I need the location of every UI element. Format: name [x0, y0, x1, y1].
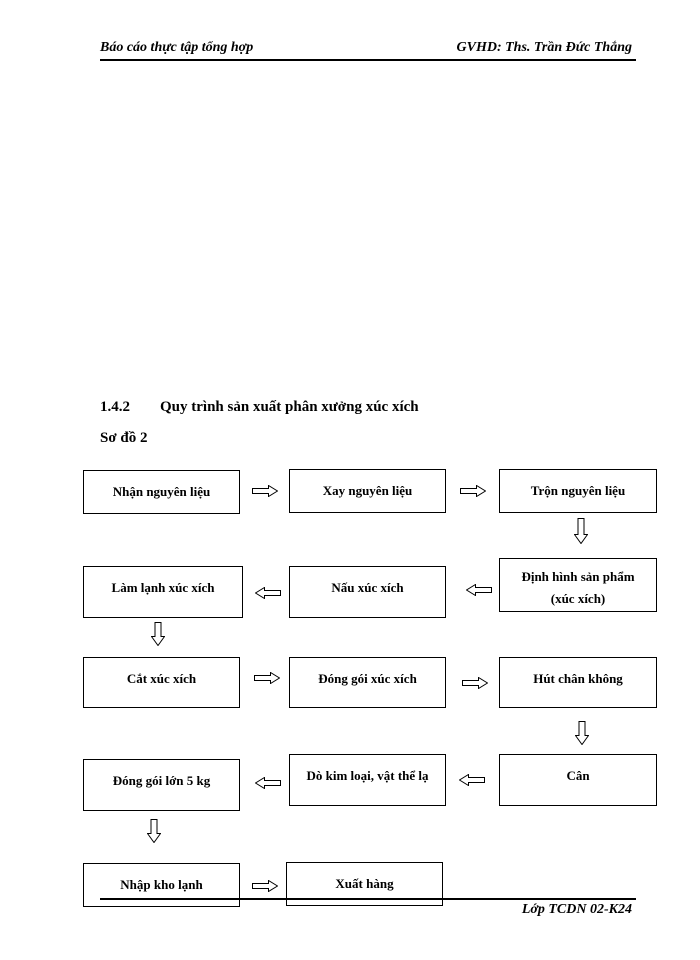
arrow-left-icon: [466, 584, 492, 596]
arrow-down-icon: [147, 819, 161, 843]
header-rule: [100, 59, 636, 61]
section-number: 1.4.2: [100, 399, 130, 415]
flow-step-weigh: Cân: [499, 754, 657, 806]
arrow-right-icon: [462, 677, 488, 689]
arrow-right-icon: [254, 672, 280, 684]
arrow-right-icon: [252, 880, 278, 892]
footer-class: Lớp TCDN 02-K24: [521, 902, 632, 917]
flow-step-metal-detection: Dò kim loại, vật thể lạ: [289, 754, 446, 806]
arrow-down-icon: [151, 622, 165, 646]
arrow-right-icon: [460, 485, 486, 497]
flow-step-vacuum-seal: Hút chân không: [499, 657, 657, 708]
arrow-right-icon: [252, 485, 278, 497]
flow-step-package-sausage: Đóng gói xúc xích: [289, 657, 446, 708]
flow-step-grind-materials: Xay nguyên liệu: [289, 469, 446, 513]
flow-step-cold-storage: Nhập kho lạnh: [83, 863, 240, 907]
footer-rule: [100, 898, 636, 900]
arrow-left-icon: [255, 587, 281, 599]
header-advisor: GVHD: Ths. Trần Đức Thắng: [456, 40, 632, 55]
header-title: Báo cáo thực tập tổng hợp: [100, 40, 254, 55]
flow-step-cut-sausage: Cắt xúc xích: [83, 657, 240, 708]
flow-step-shape-product: Định hình sản phẩm (xúc xích): [499, 558, 657, 612]
arrow-left-icon: [255, 777, 281, 789]
flow-step-dispatch: Xuất hàng: [286, 862, 443, 906]
arrow-down-icon: [574, 518, 588, 544]
flow-step-chill-sausage: Làm lạnh xúc xích: [83, 566, 243, 618]
arrow-left-icon: [459, 774, 485, 786]
section-heading: [100, 399, 419, 416]
section-title: Quy trình sản xuất phân xưởng xúc xích: [160, 399, 419, 415]
flow-step-receive-materials: Nhận nguyên liệu: [83, 470, 240, 514]
flow-step-mix-materials: Trộn nguyên liệu: [499, 469, 657, 513]
arrow-down-icon: [575, 721, 589, 745]
flow-step-cook-sausage: Nấu xúc xích: [289, 566, 446, 618]
flow-step-bulk-package: Đóng gói lớn 5 kg: [83, 759, 240, 811]
diagram-caption: Sơ đồ 2: [100, 430, 148, 446]
